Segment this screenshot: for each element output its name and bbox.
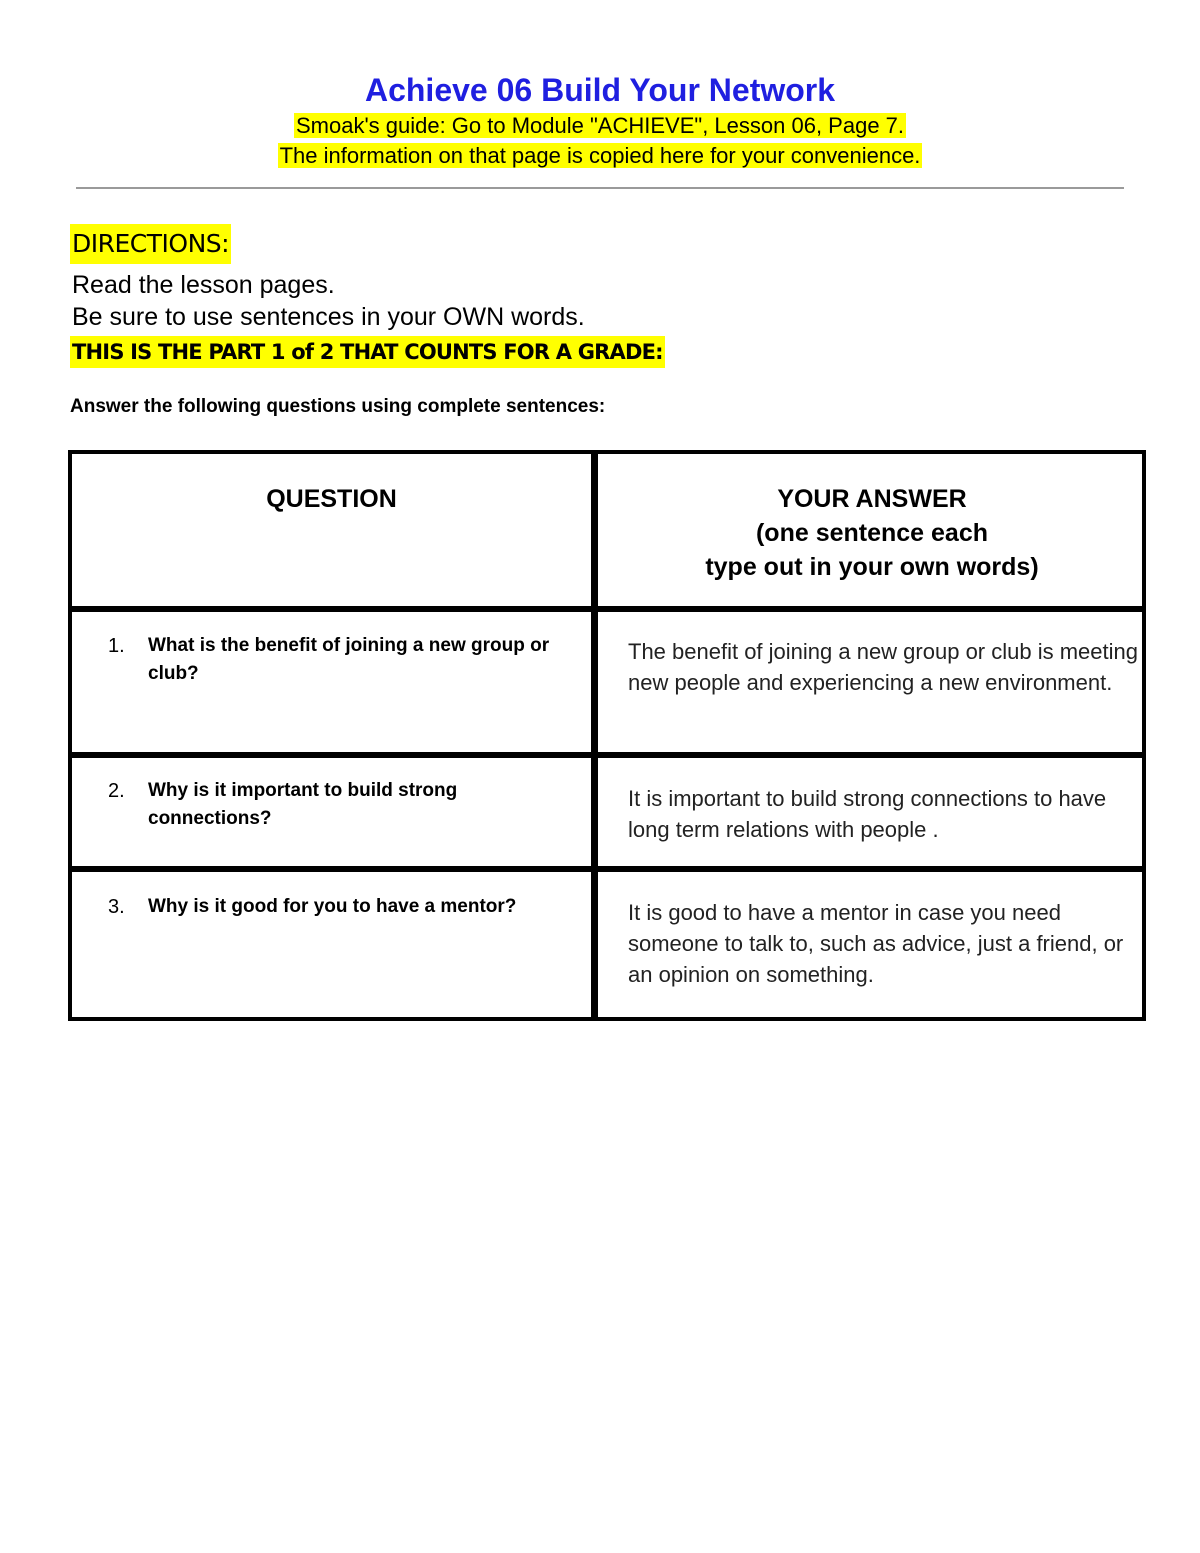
answer-cell[interactable]: It is good to have a mentor in case you need someone to talk to, such as advice, just a friend, or an opinion on something. [628, 900, 1124, 987]
instruction-read: Read the lesson pages. [72, 271, 335, 299]
guide-line-text: Smoak's guide: Go to Module "ACHIEVE", Lesson 06, Page 7. [295, 113, 905, 138]
question-number: 2. [108, 780, 125, 802]
answer-header-line: (one sentence each [755, 519, 989, 547]
answer-header-line: YOUR ANSWER [777, 485, 967, 513]
info-line-text: The information on that page is copied here for your convenience. [279, 143, 921, 168]
info-line [0, 143, 1200, 169]
question-text: Why is it good for you to have a mentor? [148, 896, 517, 917]
grade-note: THIS IS THE PART 1 of 2 THAT COUNTS FOR A GRADE: [70, 336, 665, 368]
row-divider [72, 752, 1142, 758]
question-cell [108, 777, 584, 833]
answer-cell[interactable]: It is important to build strong connections to have long term relations with people . [628, 786, 1107, 842]
page-title: Achieve 06 Build Your Network [364, 72, 836, 108]
qa-table [68, 450, 1146, 1021]
question-cell [108, 893, 584, 921]
row-divider [72, 866, 1142, 872]
column-divider [591, 454, 598, 1017]
question-column-header: QUESTION [266, 485, 397, 513]
question-text: What is the benefit of joining a new group or club? [148, 635, 550, 684]
question-number: 3. [108, 896, 125, 918]
answer-header-line: type out in your own words) [705, 553, 1039, 581]
instruction-own-words: Be sure to use sentences in your OWN words. [72, 303, 585, 331]
answer-cell[interactable]: The benefit of joining a new group or club is meeting new people and experiencing a new environment. [628, 639, 1138, 695]
question-cell [108, 632, 584, 688]
horizontal-divider [76, 187, 1124, 189]
answer-instruction: Answer the following questions using complete sentences: [70, 396, 606, 417]
question-text: Why is it important to build strong connections? [148, 780, 458, 829]
guide-line [0, 113, 1200, 139]
row-divider [72, 606, 1142, 612]
question-number: 1. [108, 635, 125, 657]
directions-label: DIRECTIONS: [70, 224, 231, 264]
answer-column-header [598, 482, 1146, 584]
